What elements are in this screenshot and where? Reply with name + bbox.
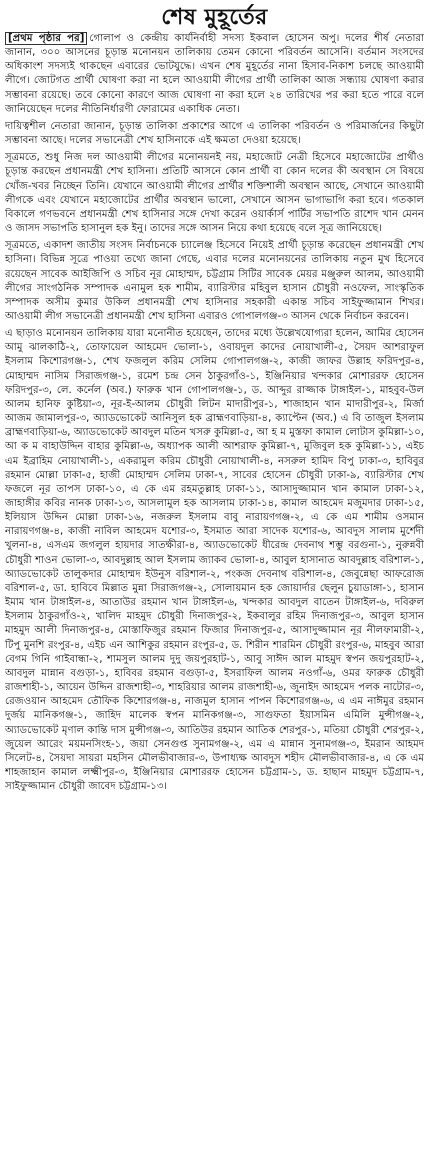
paragraph-2: দায়িত্বশীল নেতারা জানান, চূড়ান্ত তালিকা প্রকাশের আগে এ তালিকা পরিবর্তন ও পরিমার্জনের কিছুটা সম্ভাবনা আছে। দলের সভানেত্রী শেখ হাসিনাকে এই ক্ষমতা দেওয়া হয়েছে।	[5, 120, 424, 147]
paragraph-1-text: গোলাপ ও কেন্দ্রীয় কার্যনির্বাহী সদস্য ইকবাল হোসেন অপু। দলের শীর্ষ নেতারা জানান, ৩০০ আসনের চূড়ান্ত মনোনয়ন তালিকায় তেমন কোনো পরিবর্তন আসেনি। বর্তমান সংসদের অধিকাংশ সদস্যই থাকছেন এবারের ভোটযুদ্ধে। এখন শেষ মুহূর্তের নানা হিসাব-নিকাশ চলছে আওয়ামী লীগে। জোটগত প্রার্থী ঘোষণা করা না হলে আওয়ামী লীগের প্রার্থী তালিকা আজ সন্ধ্যায় ঘোষণা করার সম্ভাবনা রয়েছে। তবে কোনো কারণে আজ ঘোষণা না করা হলে ২৪ তারিখের পর করা হতে পারে বলে জানিয়েছেন দলের নীতিনির্ধারণী ফোরামের একাধিক নেতা।	[5, 33, 424, 115]
paragraph-1	[5, 32, 424, 117]
news-article	[5, 4, 424, 1172]
continued-from-label: [প্রথম পৃষ্ঠার পর]	[5, 32, 87, 45]
headline: শেষ মুহূর্তের	[161, 4, 268, 30]
paragraph-4: সূত্রমতে, একাদশ জাতীয় সংসদ নির্বাচনকে চ্যালেঞ্জ হিসেবে নিয়েই প্রার্থী চূড়ান্ত করেছেন প্রধানমন্ত্রী শেখ হাসিনা। বিভিন্ন সূত্রে পাওয়া তথ্যে জানা গেছে, এবার দলের মনোনয়নের তালিকায় নতুন মুখ হিসেবে রয়েছেন সাবেক আইজিপি ও সচিব নূর মোহাম্মদ, চট্টগ্রাম সিটির সাবেক মেয়র মঞ্জুরুল আলম, আওয়ামী লীগের সাংগঠনিক সম্পাদক এনামুল হক শামীম, ব্যারিস্টার মহিবুল হাসান চৌধুরী নওফেল, সাংস্কৃতিক সম্পাদক অসীম কুমার উকিল প্রধানমন্ত্রী শেখ হাসিনার সহকারী একান্ত সচিব সাইফুজ্জামান শিখর। আওয়ামী লীগ সভানেত্রী প্রধানমন্ত্রী শেখ হাসিনা এবারও গোপালগঞ্জ-৩ আসন থেকে নির্বাচন করবেন।	[5, 240, 424, 322]
paragraph-3: সূত্রমতে, শুধু নিজ দল আওয়ামী লীগের মনোনয়নই নয়, মহাজোট নেত্রী হিসেবে মহাজোটের প্রার্থীও চূড়ান্ত করছেন প্রধানমন্ত্রী শেখ হাসিনা। প্রতিটি আসনে কোন প্রার্থী বা কোন দলের কী অবস্থান সে বিষয়ে খোঁজ-খবর নিচ্ছেন তিনি। যেখানে আওয়ামী লীগের প্রার্থীর শক্তিশালী অবস্থান আছে, সেখানে আওয়ামী লীগকে এবং যেখানে মহাজোটের প্রার্থীর অবস্থান ভালো, সেখানে আসন ভাগাভাগি করা হবে। গতকাল বিকালে গণভবনে প্রধানমন্ত্রী শেখ হাসিনার সঙ্গে দেখা করেন ওয়ার্কার্স পার্টির সভাপতি রাশেদ খান মেনন ও জাসদ সভাপতি হাসানুল হক ইনু। তাদের সঙ্গে আসন নিয়ে কথা হয়েছে বলে সূত্র জানিয়েছে।	[5, 152, 424, 235]
paragraph-5: এ ছাড়াও মনোনয়ন তালিকায় যারা মনোনীত হয়েছেন, তাদের মধ্যে উল্লেখযোগ্যরা হলেন, আমির হোসেন আমু ঝালকাঠি-২, তোফায়েল আহমেদ ভোলা-১, ওবায়দুল কাদের নোয়াখালী-৫, সৈয়দ আশরাফুল ইসলাম কিশোরগঞ্জ-১, শেখ ফজলুল করিম সেলিম গোপালগঞ্জ-২, কাজী জাফর উল্লাহ ফরিদপুর-৪, মোহাম্মদ নাসিম সিরাজগঞ্জ-১, রমেশ চন্দ্র সেন ঠাকুরগাঁও-১, ইঞ্জিনিয়ার খন্দকার মোশাররফ হোসেন ফরিদপুর-৩, লে. কর্নেল (অব.) ফারুক খান গোপালগঞ্জ-১, ড. আব্দুর রাজ্জাক টাঙ্গাইল-১, মাহবুব-উল আলম হানিফ কুষ্টিয়া-৩, নূর-ই-আলম চৌধুরী লিটন মাদারীপুর-১, শাজাহান খান মাদারীপুর-২, মির্জা আজম জামালপুর-৩, অ্যাডভোকেট আনিসুল হক ব্রাহ্মণবাড়িয়া-৪, ক্যাপ্টেন (অব.) এ বি তাজুল ইসলাম ব্রাহ্মণবাড়িয়া-৬, অ্যাডভোকেট আবদুল মতিন খসরু কুমিল্লা-৫, আ হ ম মুস্তফা কামাল লোটাস কুমিল্লা-১০, আ ক ম বাহাউদ্দিন বাহার কুমিল্লা-৬, অধ্যাপক আলী আশরাফ কুমিল্লা-৭, মুজিবুল হক কুমিল্লা-১১, এইচ এম ইব্রাহিম নোয়াখালী-১, একরামুল করিম চৌধুরী নোয়াখালী-৪, নসরুল হামিদ বিপু ঢাকা-৩, হাবিবুর রহমান মোল্লা ঢাকা-৫, হাজী মোহাম্মদ সেলিম ঢাকা-৭, সাবের হোসেন চৌধুরী ঢাকা-৯, ব্যারিস্টার শেখ ফজলে নূর তাপস ঢাকা-১০, এ কে এম রহমতুল্লাহ ঢাকা-১১, আসাদুজ্জামান খান কামাল ঢাকা-১২, জাহাঙ্গীর কবির নানক ঢাকা-১৩, আসলামুল হক আসলাম ঢাকা-১৪, কামাল আহমেদ মজুমদার ঢাকা-১৫, ইলিয়াস উদ্দিন মোল্লা ঢাকা-১৬, নজরুল ইসলাম বাবু নারায়ণগঞ্জ-২, এ কে এম শামীম ওসমান নারায়ণগঞ্জ-৪, কাজী নাবিল আহমেদ যশোর-৩, ইসমাত আরা সাদেক যশোর-৬, আবদুস সালাম মুর্শেদী খুলনা-৪, এসএম জগলুল হায়দার সাতক্ষীরা-৪, অ্যাডভোকেট ধীরেন্দ্র দেবনাথ শম্ভু বরগুনা-১, নুরুন্নবী চৌধুরী শাওন ভোলা-৩, আবদুল্লাহ আল ইসলাম জ্যাকব ভোলা-৪, আবুল হাসানাত আবদুল্লাহ বরিশাল-১, অ্যাডভোকেট তালুকদার মোহাম্মদ ইউনুস বরিশাল-২, পংকজ দেবনাথ বরিশাল-৪, জেবুন্নেছা আফরোজ বরিশাল-৫, ডা. হাবিবে মিল্লাত মুন্না সিরাজগঞ্জ-২, সোলায়মান হক জোয়ার্দার ছেলুন চুয়াডাঙ্গা-১, হাসান ইমাম খান টাঙ্গাইল-৪, আতাউর রহমান খান টাঙ্গাইল-৬, খন্দকার আবদুল বাতেন টাঙ্গাইল-৬, দবিরুল ইসলাম ঠাকুরগাঁও-২, খালিদ মাহমুদ চৌধুরী দিনাজপুর-২, ইকবালুর রহিম দিনাজপুর-৩, আবুল হাসান মাহমুদ আলী দিনাজপুর-৪, মোস্তাফিজুর রহমান ফিজার দিনাজপুর-৫, আসাদুজ্জামান নূর নীলফামারী-২, টিপু মুনশি রংপুর-৪, এইচ এন আশিকুর রহমান রংপুর-৫, ড. শিরীন শারমিন চৌধুরী রংপুর-৬, মাহবুব আরা বেগম গিনি গাইবান্ধা-২, শামসুল আলম দুদু জয়পুরহাট-১, আবু সাঈদ আল মাহমুদ স্বপন জয়পুরহাট-২, আবদুল মান্নান বগুড়া-১, হাবিবর রহমান বগুড়া-৫, ইসরাফিল আলম নওগাঁ-৬, ওমর ফারুক চৌধুরী রাজশাহী-১, আয়েন উদ্দিন রাজশাহী-৩, শাহরিয়ার আলম রাজশাহী-৬, জুনাইদ আহমেদ পলক নাটোর-৩, রেজওয়ান আহমেদ তৌফিক কিশোরগঞ্জ-৪, নাজমুল হাসান পাপন কিশোরগঞ্জ-৬, এ এম নাঈমুর রহমান দুর্জয় মানিকগঞ্জ-১, জাহিদ মালেক স্বপন মানিকগঞ্জ-৩, সাগুফতা ইয়াসমিন এমিলি মুন্সীগঞ্জ-২, অ্যাডভোকেট মৃণাল কান্তি দাস মুন্সীগঞ্জ-৩, আতিউর রহমান আতিক শেরপুর-১, মতিয়া চৌধুরী শেরপুর-২, জুয়েল আরেং ময়মনসিংহ-১, জয়া সেনগুপ্ত সুনামগঞ্জ-২, এম এ মান্নান সুনামগঞ্জ-৩, ইমরান আহমদ সিলেট-৪, সৈয়দা সায়রা মহসিন মৌলভীবাজার-৩, উপাধ্যক্ষ আবদুস শহীদ মৌলভীবাজার-৪, এ কে এম শাহজাহান কামাল লক্ষ্মীপুর-৩, ইঞ্জিনিয়ার মোশাররফ হোসেন চট্টগ্রাম-১, ড. হাছান মাহমুদ চট্টগ্রাম-৭, সাইফুজ্জামান চৌধুরী জাবেদ চট্টগ্রাম-১৩।	[5, 328, 424, 793]
